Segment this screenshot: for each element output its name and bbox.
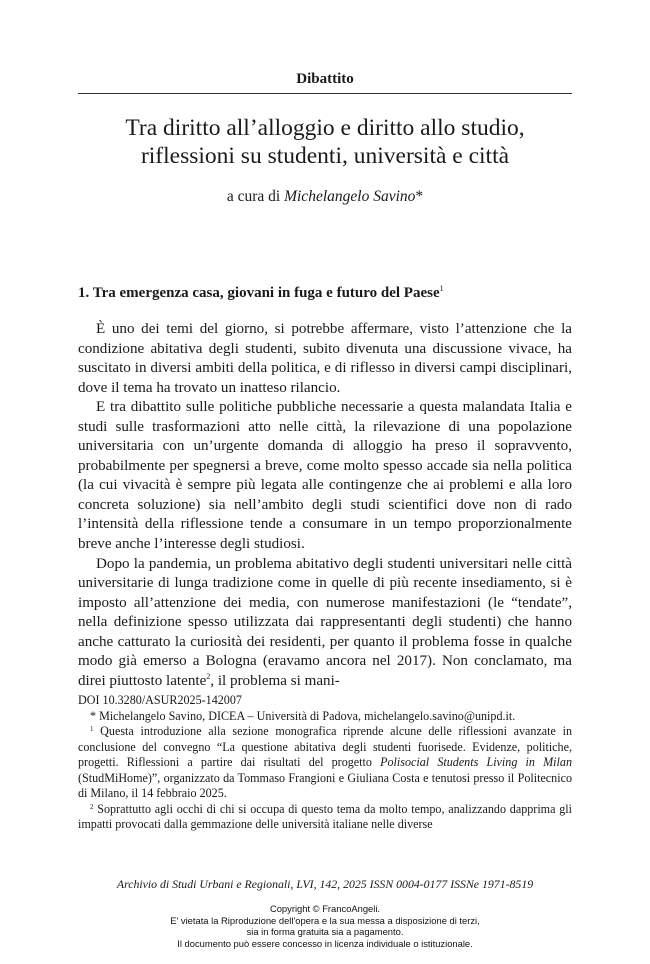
paragraph-1: È uno dei temi del giorno, si potrebbe affermare, visto l’attenzione che la condizione abitativa degli studenti, subito divenuta una discussione vivace, ha suscitato in diversi ambiti della politica, e di riflesso in diversi campi disciplinari, dove il tema ha trovato un inatteso rilancio.: [78, 321, 572, 396]
footnote-1-number: 1: [90, 725, 94, 733]
paragraph-3: [78, 555, 572, 692]
title-line-1: Tra diritto all’alloggio e diritto allo studio,: [125, 115, 525, 141]
footnote-1: [78, 724, 572, 802]
section-heading-text: 1. Tra emergenza casa, giovani in fuga e futuro del Paese: [78, 285, 440, 301]
copyright-line-1: Copyright © FrancoAngeli.: [269, 903, 381, 914]
footnote-1-italic: Polisocial Students Living in Milan: [380, 755, 572, 769]
section-label: Dibattito: [296, 71, 354, 87]
footnote-1-text-b: (StudMiHome)”, organizzato da Tommaso Frangioni e Giuliana Costa e tenutosi presso il Politecnico di Milano, il 14 febbraio 2025.: [78, 770, 572, 800]
copyright-line-4: Il documento può essere concesso in licenza individuale o istituzionale.: [177, 937, 473, 949]
section-heading: [78, 284, 572, 302]
doi: DOI 10.3280/ASUR2025-142007: [78, 693, 242, 707]
paragraph-2: E tra dibattito sulle politiche pubbliche necessarie a questa malandata Italia e studi sulle trasformazioni atto nelle città, la rilevazione di una popolazione universitaria con un’urgente domanda di alloggio ha preso il sopravvento, probabilmente per spegnersi a breve, come molto spesso accade sia nella politica (la cui vivacità è sempre più legata alle contingenze che ai problemi e alla loro concreta soluzione) sia nell’ambito degli studi scientifici dove non di rado l’intensità della riflessione tende a consumare in un tempo proporzionalmente breve anche l’interesse degli studiosi.: [78, 399, 572, 553]
footnote-star: * Michelangelo Savino, DICEA – Università di Padova, michelangelo.savino@unipd.it.: [90, 708, 516, 723]
footnote-2: [78, 802, 572, 833]
copyright-line-3: sia in forma gratuita sia a pagamento.: [246, 926, 404, 937]
note-ref-2: 2: [206, 671, 211, 681]
curator-prefix: a cura di: [226, 188, 281, 205]
curator-line: [0, 188, 650, 206]
curator-name: Michelangelo Savino: [284, 188, 416, 205]
heading-note-ref: 1: [439, 284, 444, 293]
footnote-2-number: 2: [90, 802, 94, 811]
paragraph-3-text-a: Dopo la pandemia, un problema abitativo degli studenti universitari nelle città universitarie di lunga tradizione come in quelle di più recente insediamento, si è imposto all’attenzione dei media, con numerose manifestazioni (le “tendate”, nella definizione spesso utilizzata dai rappresentanti degli studenti) che hanno anche catturato la curiosità dei residenti, per quanto il problema fosse in qualche modo già emerso a Bologna (eravamo ancora nel 2017). Non conclamato, ma direi piuttosto latente: [78, 555, 572, 689]
footnote-2-text: Soprattutto agli occhi di chi si occupa di questo tema da molto tempo, analizzando dapprima gli impatti provocati dalla gemmazione delle università italiane nelle diverse: [78, 801, 572, 831]
footnote-1-text-a: Questa introduzione alla sezione monografica riprende alcune delle riflessioni avanzate in conclusione del convegno “La questione abitativa degli studenti fuorisede. Evidenze, politiche, progetti. Riflessioni a partire dai risultati del progetto: [78, 724, 572, 769]
body-text: [78, 320, 572, 691]
footnotes: [78, 693, 572, 833]
article-title: [60, 114, 590, 170]
header-rule: [78, 93, 572, 94]
copyright-line-2: E' vietata la Riproduzione dell'opera e la sua messa a disposizione di terzi,: [170, 914, 480, 926]
curator-mark: *: [415, 188, 424, 205]
title-line-2: riflessioni su studenti, università e città: [140, 143, 510, 169]
journal-citation: Archivio di Studi Urbani e Regionali, LVI, 142, 2025 ISSN 0004-0177 ISSNe 1971-8519: [116, 877, 534, 891]
copyright-notice: [0, 903, 650, 949]
paragraph-3-text-b: , il problema si mani-: [210, 672, 340, 689]
